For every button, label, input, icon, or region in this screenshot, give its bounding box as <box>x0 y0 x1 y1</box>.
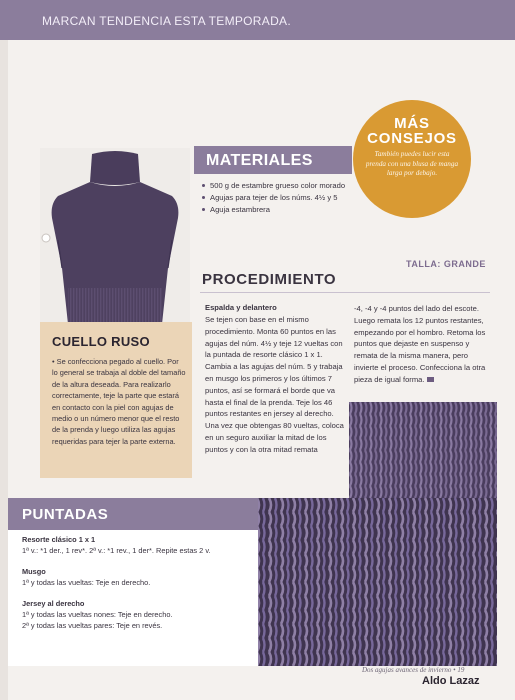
jersey-title <box>22 598 254 609</box>
talla-label: TALLA: GRANDE <box>406 259 486 269</box>
header-band <box>0 0 515 40</box>
materiales-item: 500 g de estambre grueso color morado <box>202 180 362 192</box>
jersey-line-1: 1ª y todas las vueltas nones: Teje en derecho. <box>22 610 173 619</box>
knit-swatch-small <box>349 402 497 498</box>
procedimiento-title: PROCEDIMIENTO <box>202 271 337 288</box>
puntadas-title: PUNTADAS <box>22 506 109 523</box>
cuello-ruso-title: CUELLO RUSO <box>52 334 150 349</box>
mas-consejos-title <box>353 116 471 146</box>
materiales-list <box>202 180 362 217</box>
header-text: MARCAN TENDENCIA ESTA TEMPORADA. <box>42 14 291 28</box>
musgo-title <box>22 566 254 577</box>
resorte-text: 1ª v.: *1 der., 1 rev*. 2ª v.: *1 rev., 1 der*. Repite estas 2 v. <box>22 546 211 555</box>
materiales-item: Aguja estambrera <box>202 204 362 216</box>
mas-consejos-badge <box>353 100 471 218</box>
materiales-title: MATERIALES <box>206 152 313 169</box>
mas-consejos-title-line2: CONSEJOS <box>367 130 457 147</box>
puntadas-box <box>8 498 258 666</box>
resorte-title <box>22 534 254 545</box>
mas-consejos-title-line1: MÁS <box>394 115 430 132</box>
cuello-ruso-box <box>40 322 192 478</box>
page-edge <box>0 40 8 700</box>
materiales-item: Agujas para tejer de los núms. 4½ y 5 <box>202 192 362 204</box>
sweater-illustration <box>40 148 190 326</box>
procedimiento-divider <box>200 292 490 293</box>
musgo-title-text: Musgo <box>22 567 46 576</box>
jersey-title-text: Jersey al derecho <box>22 599 85 608</box>
resorte-title-text: Resorte clásico 1 x 1 <box>22 535 96 544</box>
procedimiento-column-1: Se tejen con base en el mismo procedimiento. Monta 60 puntos en las agujas del núm. 4½ y teje 12 vueltas con la puntada de resorte clásico 1 x 1. Cambia a las agujas del núm. 5 y trabaja en musgo los primeros y los últimos 7 puntos, así se formará el borde que va hasta el final de la prenda. Teje los 46 puntos restantes en jersey al derecho. Una vez que obtengas 80 vueltas, coloca en un seguro auxiliar la mitad de los puntos y con la otra mitad remata <box>205 315 344 454</box>
procedimiento-column-2 <box>354 303 494 386</box>
end-mark-icon <box>427 377 434 382</box>
musgo-text: 1ª y todas las vueltas: Teje en derecho. <box>22 578 151 587</box>
procedimiento-column-2-text: -4, -4 y -4 puntos del lado del escote. Luego remata los 12 puntos restantes, empezando por el hombro. Retoma los puntos que dejaste en suspenso y remata de la misma manera, pero invierte el proceso. Confecciona la otra pieza de igual forma. <box>354 304 486 384</box>
knit-swatch-large <box>255 498 497 666</box>
cuello-ruso-text: • Se confecciona pegado al cuello. Por lo general se trabaja al doble del tamaño de la altura deseada. Para realizarlo correctamente, teje la parte que estará en contacto con la piel con agujas de medio o un número menor que el resto de la prenda y luego utiliza las agujas requeridas para tejer la parte externa. <box>52 357 186 446</box>
materiales-header <box>194 146 352 174</box>
sweater-photo <box>40 148 190 326</box>
footer-brand: Aldo Lazaz <box>422 675 480 687</box>
procedimiento-subtitle: Espalda y delantero <box>205 303 277 312</box>
footer-text: Dos agujas avances de invierno • 19 <box>362 666 465 674</box>
mas-consejos-text: También puedes lucir esta prenda con una blusa de manga larga por debajo. <box>365 150 459 178</box>
puntadas-header <box>8 498 258 530</box>
jersey-line-2: 2ª y todas las vueltas pares: Teje en revés. <box>22 621 163 630</box>
